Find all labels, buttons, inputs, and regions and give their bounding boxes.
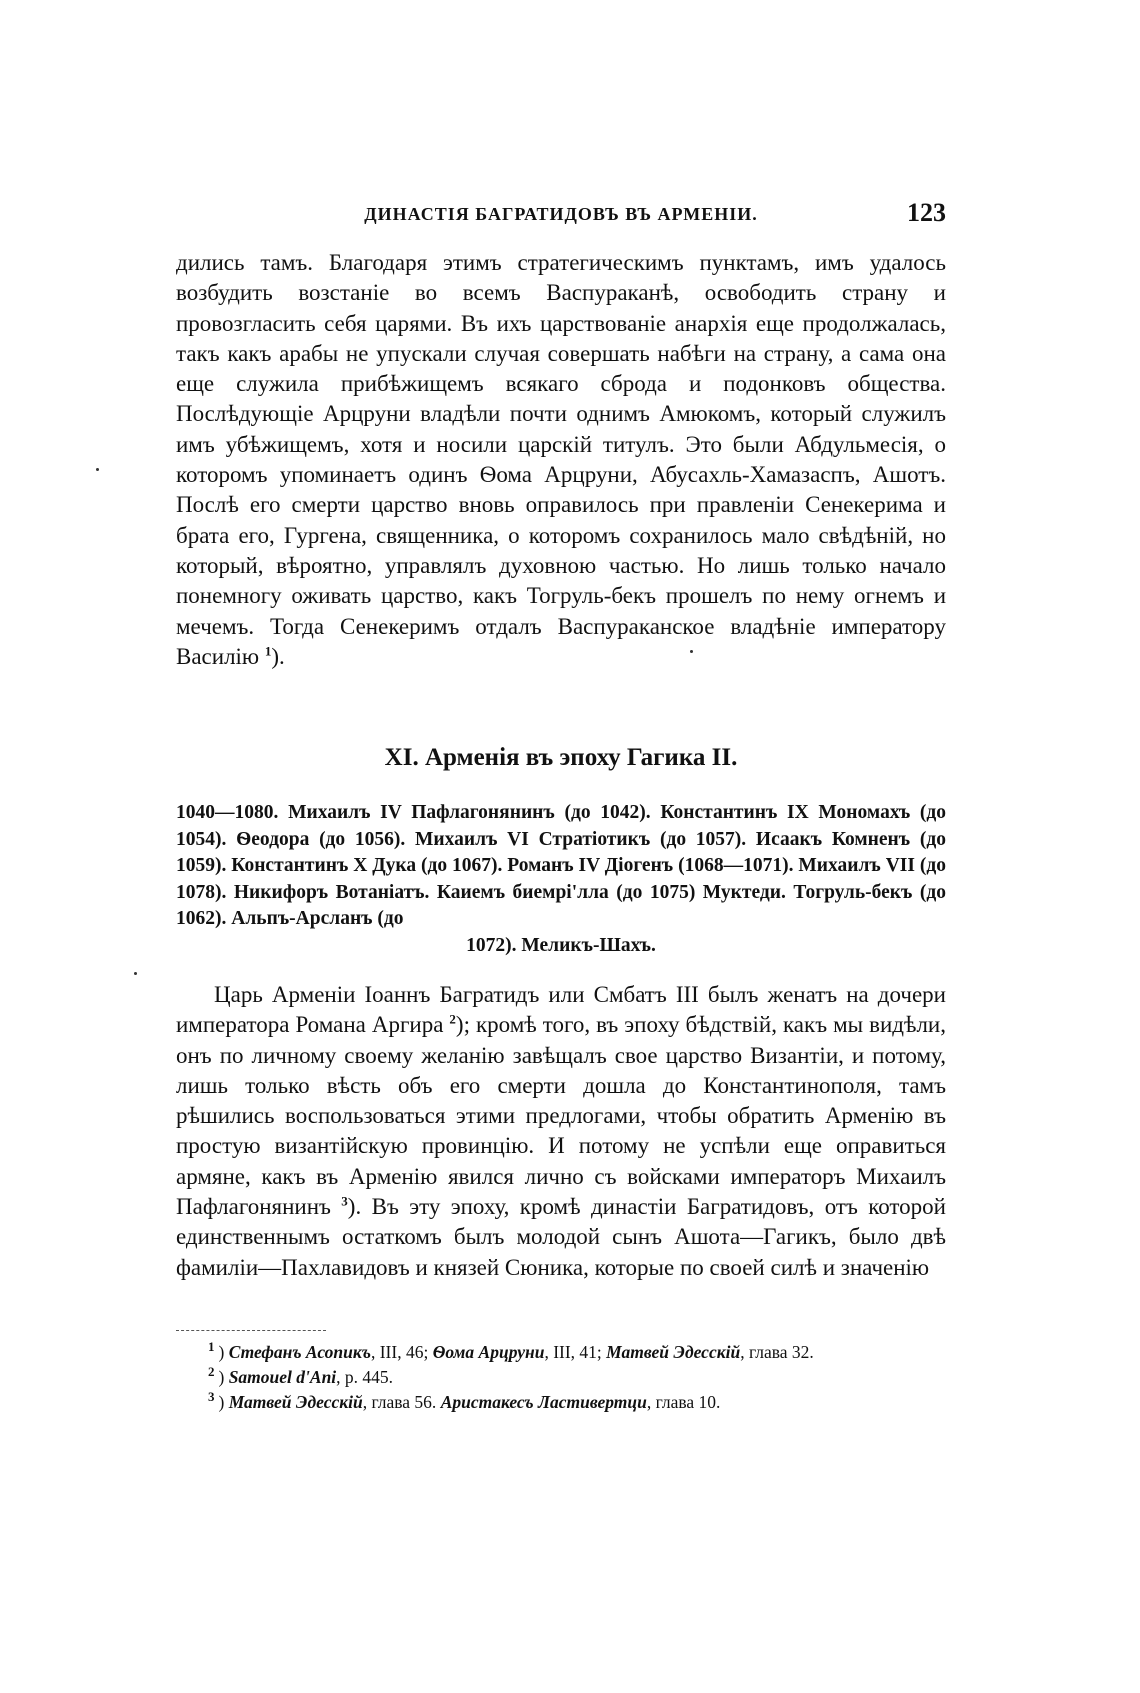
paragraph-2-text-c: ). Въ эту эпоху, кромѣ династіи Багратидовъ, отъ которой единственнымъ остаткомъ былъ молодой сынъ Ашота—Гагикъ, было двѣ фамиліи—Пахлавидовъ и князей Сюника, которые по своей силѣ и значенію	[176, 1194, 946, 1280]
footnote-ref-3: 3	[341, 1193, 348, 1209]
footnote-text: , глава 56.	[362, 1392, 441, 1412]
footnote-number: 3	[208, 1389, 215, 1405]
page-header	[176, 198, 946, 238]
scan-speck	[96, 468, 99, 471]
footnote-number: 2	[208, 1364, 215, 1380]
footnote-3: $^3$ ) Матвей Эдесскій, глава 56. Аристакесъ Ластивертци, глава 10.	[208, 1389, 721, 1412]
paragraph-1-tail: ).	[271, 643, 285, 669]
chronology-text: 1040—1080. Михаилъ IV Пафлагонянинъ (до 1042). Константинъ IX Мономахъ (до 1054). Ѳеодора (до 1056). Михаилъ VI Стратіотикъ (до 1057). Исаакъ Комненъ (до 1059). Константинъ X Дука (до 1067). Романъ IV Діогенъ (1068—1071). Михаилъ VII (до 1078). Никифоръ Вотаніатъ. Каиемъ биемрі'лла (до 1075) Муктеди. Тогруль-бекъ (до 1062). Альпъ-Арсланъ (до	[176, 802, 946, 929]
footnote-ref-1: 1	[264, 643, 272, 659]
footnote-text: , III, 46;	[370, 1342, 433, 1362]
paragraph-2-text-a: Царь Арменіи Іоаннъ Багратидъ или Смбатъ III былъ женатъ на дочери императора Романа Аргира	[176, 982, 946, 1038]
page-number: 123	[907, 198, 946, 227]
footnote-text: , глава 10.	[646, 1392, 721, 1412]
paragraph-2-text-b: ); кромѣ того, въ эпоху бѣдствій, какъ мы видѣли, онъ по личному своему желанію завѣщалъ свое царство Византіи, и потому, лишь только вѣсть объ его смерти дошла до Константинополя, тамъ рѣшились воспользоваться этими предлогами, чтобы обратить Арменію въ простую византійскую провинцію. И потому не успѣли еще оправиться армяне, какъ въ Арменію явился лично съ войсками императоръ Михаилъ Пафлагонянинъ	[176, 1012, 946, 1220]
paragraph-1	[176, 248, 946, 672]
footnote-text: , III, 41;	[544, 1342, 607, 1362]
footnote-1: $^1$ ) Стефанъ Асопикъ, III, 46; Ѳома Арцруни, III, 41; Матвей Эдесскій, глава 32.	[208, 1339, 814, 1362]
paragraph-2	[176, 980, 946, 1283]
chronology-last-line: 1072). Меликъ-Шахъ.	[466, 934, 656, 956]
footnote-divider	[176, 1330, 326, 1331]
footnote-source: Аристакесъ Ластивертци	[440, 1392, 647, 1412]
chronology-summary	[176, 800, 946, 959]
scan-speck	[134, 972, 137, 975]
footnote-source: Матвей Эдесскій	[228, 1392, 363, 1412]
scan-speck	[690, 650, 693, 653]
paragraph-1-text: дились тамъ. Благодаря этимъ стратегическимъ пунктамъ, имъ удалось возбудить возстаніе во всемъ Васпураканѣ, освободить страну и провозгласить себя царями. Въ ихъ царствованіе анархія еще продолжалась, такъ какъ арабы не упускали случая совершать набѣги на страну, а сама она еще служила прибѣжищемъ всякаго сброда и подонковъ общества. Послѣдующіе Арцруни владѣли почти однимъ Амюкомъ, который служилъ имъ убѣжищемъ, хотя и носили царскій титулъ. Это были Абдульмесія, о которомъ упоминаетъ одинъ Ѳома Арцруни, Абусахль-Хамазаспъ, Ашотъ. Послѣ его смерти царство вновь оправилось при правленіи Сенекерима и брата его, Гургена, священника, о которомъ сохранилось мало свѣдѣній, но который, вѣроятно, управлялъ духовною частью. Но лишь только начало понемногу оживать царство, какъ Тогруль-бекъ прошелъ по нему огнемъ и мечемъ. Тогда Сенекеримъ отдалъ Васпураканское владѣніе императору Василію	[176, 250, 946, 669]
footnote-source: Матвей Эдесскій	[606, 1342, 741, 1362]
running-head: ДИНАСТІЯ БАГРАТИДОВЪ ВЪ АРМЕНІИ.	[364, 204, 758, 224]
footnote-text: , p. 445.	[336, 1367, 394, 1387]
footnote-source: Стефанъ Асопикъ	[228, 1342, 371, 1362]
section-heading: XI. Арменія въ эпоху Гагика II.	[384, 744, 738, 771]
footnote-source: Samouel d'Ani	[228, 1367, 337, 1387]
footnote-text: , глава 32.	[740, 1342, 814, 1362]
footnote-2: $^2$ ) Samouel d'Ani, p. 445.	[208, 1364, 394, 1387]
footnote-ref-2: 2	[449, 1011, 456, 1027]
footnote-number: 1	[208, 1339, 215, 1355]
footnote-source: Ѳома Арцруни	[432, 1342, 545, 1362]
footnotes	[176, 1340, 946, 1415]
